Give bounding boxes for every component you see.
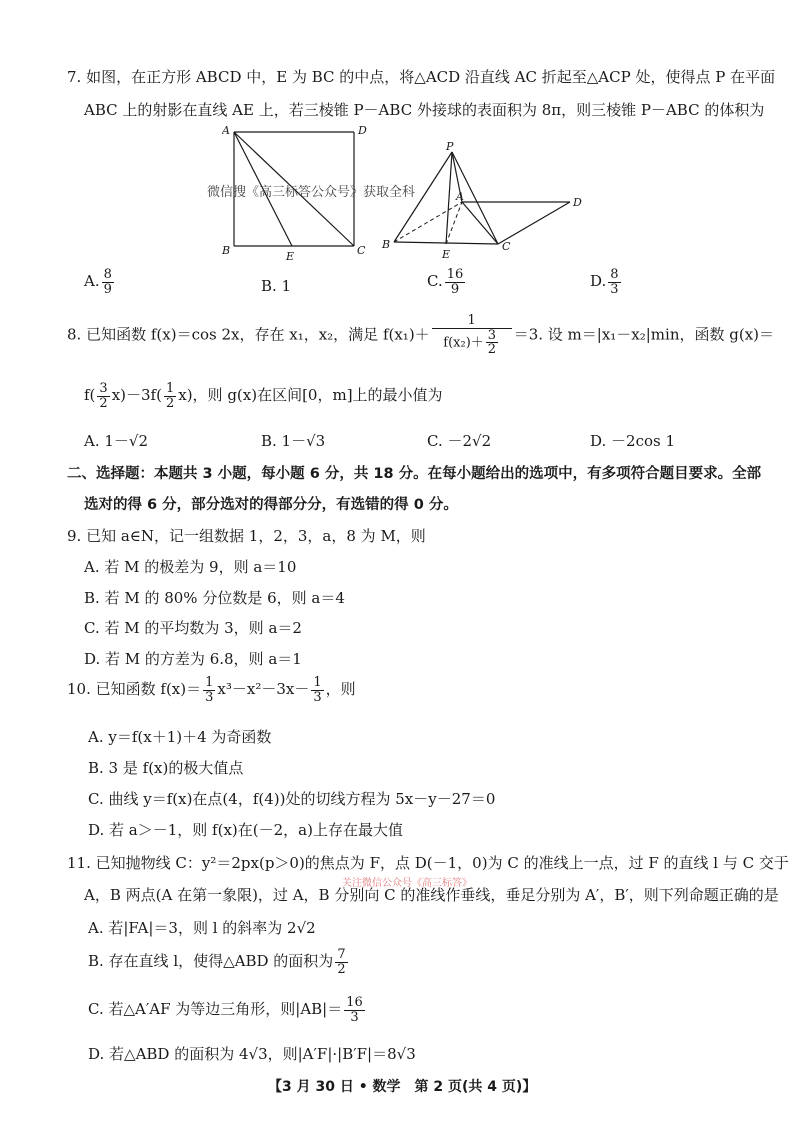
q8-line2-a: f( xyxy=(84,386,96,405)
q8-line2-frac1 xyxy=(97,382,109,410)
q11-option-c-den: 3 xyxy=(350,1009,359,1025)
q8-line1-start: 8. 已知函数 f(x)＝cos 2x，存在 x₁，x₂，满足 f(x₁)＋ xyxy=(67,325,430,344)
q11-option-b-num: 7 xyxy=(337,947,346,962)
q9-option-a: A. 若 M 的极差为 9，则 a＝10 xyxy=(84,558,297,576)
q11-line1: 11. 已知抛物线 C：y²＝2px(p＞0)的焦点为 F，点 D(－1，0)为 C 的准线上一点，过 F 的直线 l 与 C 交于 xyxy=(67,854,789,872)
page-footer: 【3 月 30 日 • 数学 第 2 页(共 4 页)】 xyxy=(268,1079,537,1095)
q10-stem-a: 10. 已知函数 f(x)＝ xyxy=(67,680,202,699)
q9-option-c: C. 若 M 的平均数为 3，则 a＝2 xyxy=(84,619,302,637)
q11-option-c-fraction xyxy=(344,996,365,1024)
q11-watermark: 关注微信公众号《高三标答》 xyxy=(342,878,472,889)
q11-option-d: D. 若△ABD 的面积为 4√3，则|A′F|·|B′F|＝8√3 xyxy=(88,1045,416,1063)
q7-right-label-b: B xyxy=(382,238,391,251)
q7-option-d-label: D. xyxy=(590,272,607,291)
q7-option-a-label: A. xyxy=(84,272,100,291)
q7-option-b: B. 1 xyxy=(261,277,292,295)
q11-option-b-text: B. 存在直线 l，使得△ABD 的面积为 xyxy=(88,952,334,971)
q10-frac1-den: 3 xyxy=(205,689,214,705)
q7-option-d-num: 8 xyxy=(610,267,619,282)
q8-line2-b: x)－3f( xyxy=(111,386,162,405)
q7-line1: 7. 如图，在正方形 ABCD 中，E 为 BC 的中点，将△ACD 沿直线 AC 折起至△ACP 处，使得点 P 在平面 xyxy=(67,68,776,86)
q10-frac2-den: 3 xyxy=(313,689,322,705)
q7-option-c-fraction xyxy=(445,268,466,296)
q8-line2-c: x)，则 g(x)在区间[0，m]上的最小值为 xyxy=(178,386,443,405)
q7-left-label-c: C xyxy=(357,244,366,257)
q8-main-fraction-num: 1 xyxy=(432,314,512,329)
q7-option-a xyxy=(84,268,116,296)
q10-stem-c: ，则 xyxy=(325,680,356,699)
q7-figure-tetrahedron xyxy=(380,140,590,265)
q11-line2: A，B 两点(A 在第一象限)，过 A，B 分别向 C 的准线作垂线，垂足分别为 A′，B′，则下列命题正确的是 xyxy=(84,886,779,904)
q10-stem-b: x³－x²－3x－ xyxy=(217,680,310,699)
q10-frac1 xyxy=(203,676,215,704)
q7-left-label-a: A xyxy=(222,124,230,137)
q8-den-text: f(x₂)＋ xyxy=(443,335,484,351)
q10-frac2-num: 1 xyxy=(313,675,322,690)
q10-frac2 xyxy=(311,676,323,704)
q10-option-a: A. y＝f(x＋1)＋4 为奇函数 xyxy=(88,728,272,746)
q10-option-b: B. 3 是 f(x)的极大值点 xyxy=(88,759,244,777)
q7-left-label-b: B xyxy=(222,244,231,257)
q8-main-fraction xyxy=(432,314,512,357)
q8-line2-frac2-den: 2 xyxy=(165,395,175,411)
q7-left-label-e: E xyxy=(286,250,295,262)
q7-option-c-label: C. xyxy=(427,272,443,291)
q11-option-b-fraction xyxy=(335,948,347,976)
q7-option-d-den: 3 xyxy=(610,281,619,297)
q8-main-fraction-den xyxy=(432,329,512,357)
q7-right-label-c: C xyxy=(502,240,511,253)
q10-stem xyxy=(67,676,356,704)
watermark-text: 微信搜《高三标答公众号》获取全科 xyxy=(207,185,416,200)
q11-option-c xyxy=(88,996,367,1024)
q7-left-label-d: D xyxy=(358,124,367,137)
q7-option-a-den: 9 xyxy=(103,281,112,297)
q7-right-label-e: E xyxy=(442,248,451,261)
section2-heading-line2: 选对的得 6 分，部分选对的得部分分，有选错的得 0 分。 xyxy=(84,497,458,513)
q11-option-b xyxy=(88,948,350,976)
q11-option-c-text: C. 若△A′AF 为等边三角形，则|AB|＝ xyxy=(88,1000,343,1019)
q8-option-c: C. －2√2 xyxy=(427,432,492,450)
q10-frac1-num: 1 xyxy=(205,675,214,690)
q7-option-c-num: 16 xyxy=(446,267,464,282)
q7-option-d xyxy=(590,268,623,296)
q11-option-a: A. 若|FA|＝3，则 l 的斜率为 2√2 xyxy=(88,919,316,937)
q8-line2 xyxy=(84,382,443,410)
section2-heading-line1: 二、选择题：本题共 3 小题，每小题 6 分，共 18 分。在每小题给出的选项中，有多项符合题目要求。全部 xyxy=(67,466,762,482)
q7-option-c xyxy=(427,268,467,296)
q8-line2-frac1-num: 3 xyxy=(99,381,108,396)
q8-line2-frac1-den: 2 xyxy=(99,395,108,411)
q10-option-c: C. 曲线 y＝f(x)在点(4，f(4))处的切线方程为 5x－y－27＝0 xyxy=(88,790,496,808)
q9-stem: 9. 已知 a∈N，记一组数据 1，2，3，a，8 为 M，则 xyxy=(67,527,426,545)
q8-line1-end: ＝3. 设 m＝|x₁－x₂|min，函数 g(x)＝ xyxy=(513,325,775,344)
q8-line2-frac2-num: 1 xyxy=(165,381,175,396)
q11-option-c-num: 16 xyxy=(346,995,363,1010)
q9-option-d: D. 若 M 的方差为 6.8，则 a＝1 xyxy=(84,650,302,668)
q9-option-b: B. 若 M 的 80% 分位数是 6，则 a＝4 xyxy=(84,589,345,607)
q10-option-d: D. 若 a＞－1，则 f(x)在(－2，a)上存在最大值 xyxy=(88,821,403,839)
q7-right-label-a: A xyxy=(456,190,464,203)
q7-line2: ABC 上的射影在直线 AE 上，若三棱锥 P－ABC 外接球的表面积为 8π，则三棱锥 P－ABC 的体积为 xyxy=(84,101,765,119)
q8-option-b: B. 1－√3 xyxy=(261,432,326,450)
q7-right-label-p: P xyxy=(446,140,454,153)
q8-den-inner-fraction xyxy=(486,329,498,357)
q7-option-d-fraction xyxy=(608,268,620,296)
q8-line2-frac2 xyxy=(164,382,176,410)
q7-option-a-fraction xyxy=(102,268,114,296)
q8-line1 xyxy=(67,314,774,357)
q8-den-inner-num: 3 xyxy=(487,327,497,343)
q8-option-d: D. －2cos 1 xyxy=(590,432,676,450)
q11-option-b-den: 2 xyxy=(337,961,346,977)
q8-den-inner-den: 2 xyxy=(487,342,497,358)
q7-option-a-num: 8 xyxy=(103,267,112,282)
q8-option-a: A. 1－√2 xyxy=(84,432,149,450)
q7-option-c-den: 9 xyxy=(450,281,460,297)
q7-right-label-d: D xyxy=(573,196,582,209)
